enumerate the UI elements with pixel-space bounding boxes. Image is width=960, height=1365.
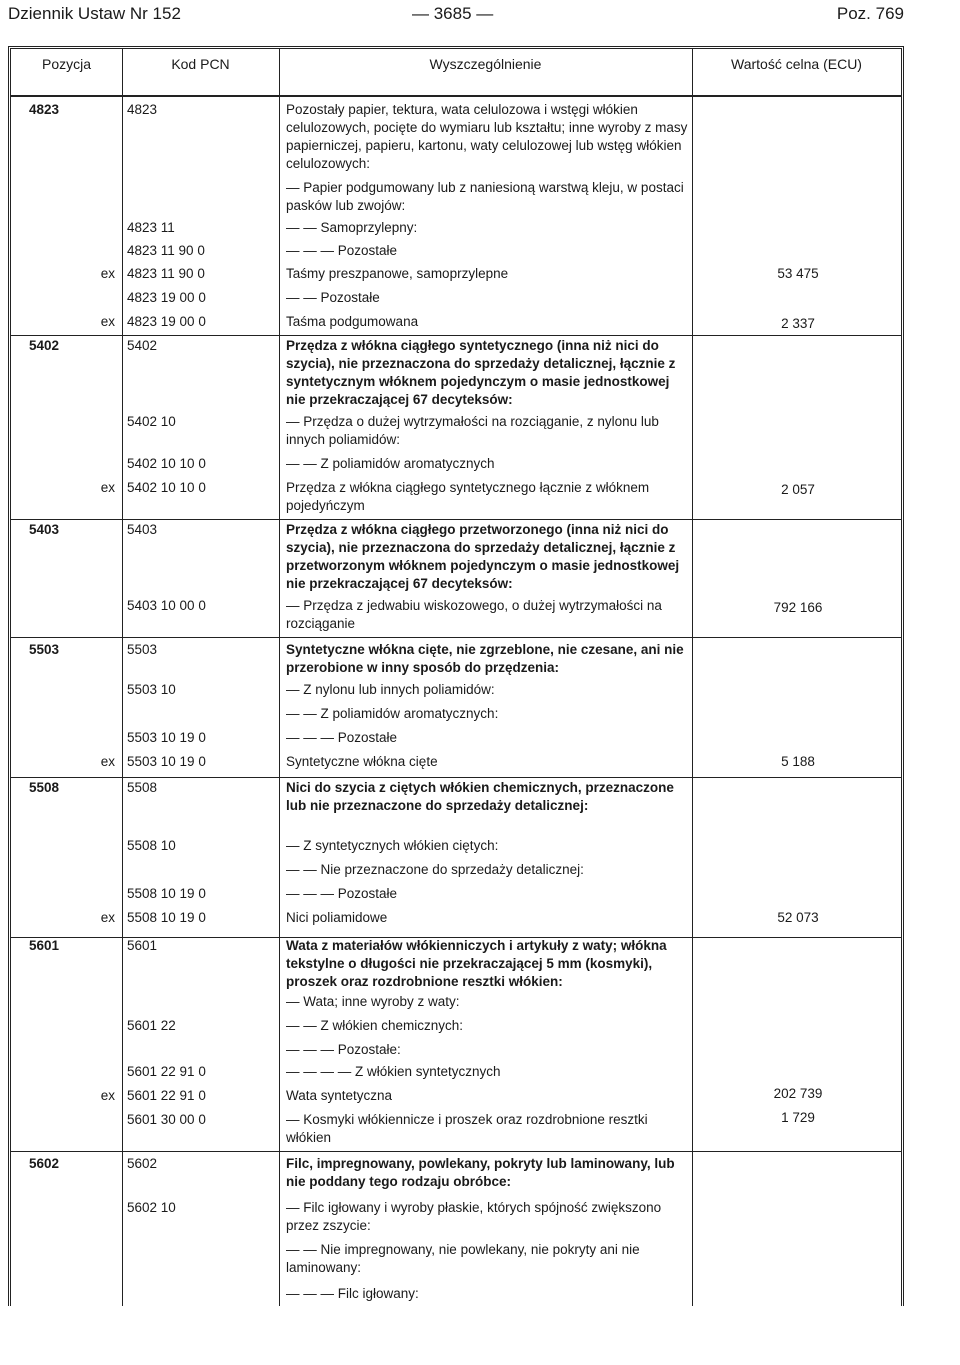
ex-marker: ex: [100, 1088, 115, 1103]
row-description: Przędza z włókna ciągłego syntetycznego łącznie z włóknem pojedyńczym: [286, 480, 650, 513]
row-code: 5503 10 19 0: [127, 754, 206, 769]
row-description: — — Nie przeznaczone do sprzedaży detalicznej:: [286, 862, 584, 877]
row-position: 5503: [29, 642, 60, 657]
row-description: — Wata; inne wyroby z waty:: [286, 994, 460, 1009]
row-description: — — Nie impregnowany, nie powlekany, nie pokryty ani nie laminowany:: [286, 1242, 640, 1275]
row-code: 5402: [127, 338, 158, 353]
row-code: 5601 22 91 0: [127, 1088, 206, 1103]
row-code: 5508: [127, 780, 158, 795]
header-pozycja: Pozycja: [41, 56, 92, 72]
group-separator: [11, 335, 901, 336]
row-description: — — — Filc igłowany:: [286, 1286, 419, 1301]
row-description: — Filc igłowany i wyroby płaskie, których spójność zwiększono przez zszycie:: [286, 1200, 662, 1233]
customs-value: 53 475: [777, 266, 819, 281]
column-divider: [279, 49, 280, 1306]
row-description: — Z syntetycznych włókien ciętych:: [286, 838, 499, 853]
group-separator: [11, 637, 901, 638]
row-description: Wata z materiałów włókienniczych i artykuły z waty; włókna tekstylne o długości nie przekraczającej 5 mm (kosmyki), proszek oraz rozdrobnione resztki włókien:: [286, 938, 667, 989]
row-description: — — Samoprzylepny:: [286, 220, 418, 235]
table-header: [11, 49, 901, 97]
row-description: — — — Pozostałe:: [286, 1042, 401, 1057]
customs-value: 5 188: [781, 754, 815, 769]
customs-value: 2 057: [781, 482, 815, 497]
row-description: Nici poliamidowe: [286, 910, 388, 925]
row-code: 4823 19 00 0: [127, 314, 206, 329]
page-header: [8, 4, 904, 30]
row-description: — Przędza o dużej wytrzymałości na rozciąganie, z nylonu lub innych poliamidów:: [286, 414, 659, 447]
row-position: 4823: [29, 102, 60, 117]
row-position: 5508: [29, 780, 60, 795]
customs-value: 1 729: [781, 1110, 815, 1125]
row-code: 4823: [127, 102, 158, 117]
header-wyszczegolnienie: Wyszczególnienie: [429, 56, 542, 72]
row-description: Filc, impregnowany, powlekany, pokryty lub laminowany, lub nie poddany tego rodzaju obróbce:: [286, 1156, 675, 1189]
row-description: Syntetyczne włókna cięte, nie zgrzeblone, nie czesane, ani nie przerobione w inny sposób do przędzenia:: [286, 642, 684, 675]
row-description: Wata syntetyczna: [286, 1088, 393, 1103]
row-description: Taśma podgumowana: [286, 314, 419, 329]
row-description: Syntetyczne włókna cięte: [286, 754, 438, 769]
row-description: — — — Pozostałe: [286, 886, 398, 901]
group-separator: [11, 519, 901, 520]
row-code: 5508 10 19 0: [127, 886, 206, 901]
row-code: 5403 10 00 0: [127, 598, 206, 613]
row-position: 5402: [29, 338, 60, 353]
page-number: — 3685 —: [412, 4, 494, 23]
row-description: Nici do szycia z ciętych włókien chemicznych, przeznaczone lub nie przeznaczone do sprzedaży detalicznej:: [286, 780, 674, 813]
row-code: 4823 19 00 0: [127, 290, 206, 305]
row-description: Przędza z włókna ciągłego przetworzonego (inna niż nici do szycia), nie przeznaczona do sprzedaży detalicznej, łącznie z przetworzonym włóknem pojedynczym o masie jednostkowej nie przekraczającej 67 decyteksów:: [286, 522, 680, 591]
row-description: — — Z poliamidów aromatycznych:: [286, 706, 499, 721]
ex-marker: ex: [100, 314, 115, 329]
customs-value: 52 073: [777, 910, 819, 925]
row-description: — Z nylonu lub innych poliamidów:: [286, 682, 495, 697]
row-code: 5602 10: [127, 1200, 176, 1215]
row-code: 4823 11 90 0: [127, 243, 205, 258]
row-description: — — Z włókien chemicznych:: [286, 1018, 464, 1033]
row-position: 5602: [29, 1156, 60, 1171]
position-number: Poz. 769: [836, 4, 904, 23]
header-kod-pcn: Kod PCN: [171, 56, 230, 72]
row-position: 5601: [29, 938, 60, 953]
row-code: 5402 10: [127, 414, 176, 429]
row-code: 5601 30 00 0: [127, 1112, 206, 1127]
row-description: — Kosmyki włókiennicze i proszek oraz rozdrobnione resztki włókien: [286, 1112, 648, 1145]
row-description: — — Pozostałe: [286, 290, 380, 305]
row-code: 5601 22 91 0: [127, 1064, 206, 1079]
group-separator: [11, 1151, 901, 1152]
row-description: — Przędza z jedwabiu wiskozowego, o dużej wytrzymałości na rozciąganie: [286, 598, 662, 631]
row-description: Przędza z włókna ciągłego syntetycznego (inna niż nici do szycia), nie przeznaczona do sprzedaży detalicznej, łącznie z syntetycznym włóknem pojedynczym o masie jednostkowej nie przekraczającej 67 decyteksów:: [286, 338, 676, 407]
row-description: — — — Pozostałe: [286, 243, 398, 258]
row-code: 4823 11: [127, 220, 175, 235]
row-code: 4823 11 90 0: [127, 266, 205, 281]
row-code: 5402 10 10 0: [127, 480, 206, 495]
row-position: 5403: [29, 522, 60, 537]
row-code: 5503: [127, 642, 158, 657]
row-description: — — — — Z włókien syntetycznych: [286, 1064, 501, 1079]
row-code: 5503 10 19 0: [127, 730, 206, 745]
row-description: Pozostały papier, tektura, wata celulozowa i wstęgi włókien celulozowych, pocięte do wymiaru lub kształtu; inne wyroby z masy papierniczej, papieru, kartonu, waty celulozowej lub wstęg włókien celulozowych:: [286, 102, 688, 171]
header-wartosc-celna: Wartość celna (ECU): [731, 56, 862, 72]
column-divider: [692, 49, 693, 1306]
ex-marker: ex: [100, 754, 115, 769]
group-separator: [11, 777, 901, 778]
row-code: 5508 10 19 0: [127, 910, 206, 925]
row-code: 5508 10: [127, 838, 176, 853]
row-description: — — — Pozostałe: [286, 730, 398, 745]
ex-marker: ex: [100, 480, 115, 495]
ex-marker: ex: [100, 910, 115, 925]
row-code: 5601 22: [127, 1018, 176, 1033]
column-divider: [122, 49, 123, 1306]
customs-value: 792 166: [773, 600, 823, 615]
row-code: 5403: [127, 522, 158, 537]
customs-value: 2 337: [781, 316, 815, 331]
row-code: 5602: [127, 1156, 158, 1171]
row-code: 5402 10 10 0: [127, 456, 206, 471]
ex-marker: ex: [100, 266, 115, 281]
customs-value: 202 739: [773, 1086, 823, 1101]
row-code: 5601: [127, 938, 158, 953]
tariff-table: [8, 46, 904, 1306]
row-description: Taśmy preszpanowe, samoprzylepne: [286, 266, 509, 281]
journal-title: Dziennik Ustaw Nr 152: [8, 4, 181, 23]
row-description: — Papier podgumowany lub z naniesioną warstwą kleju, w postaci pasków lub zwojów:: [286, 180, 684, 213]
row-description: — — Z poliamidów aromatycznych: [286, 456, 495, 471]
row-code: 5503 10: [127, 682, 176, 697]
